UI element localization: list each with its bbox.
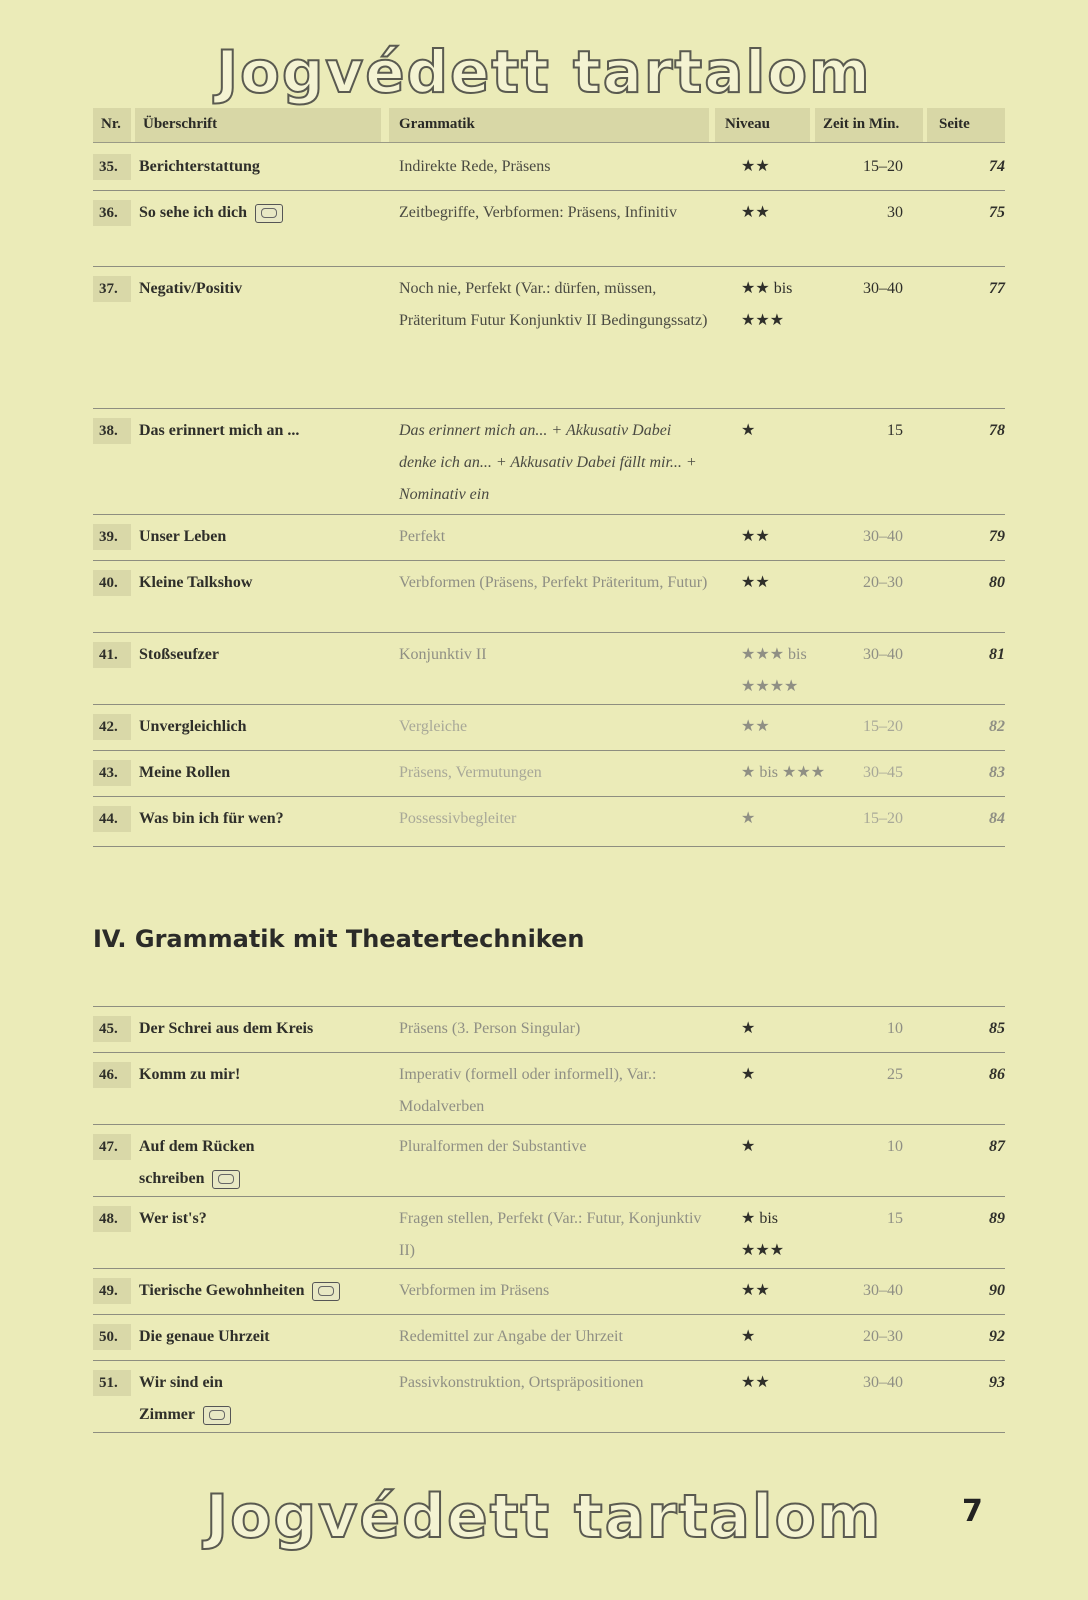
table-row bbox=[93, 192, 1005, 267]
row-title: Kleine Talkshow bbox=[139, 574, 253, 591]
row-grammar: Perfekt bbox=[399, 528, 446, 545]
row-page: 86 bbox=[989, 1066, 1005, 1083]
row-title: Negativ/Positiv bbox=[139, 280, 243, 297]
row-page: 78 bbox=[989, 422, 1005, 439]
table-row bbox=[93, 1316, 1005, 1361]
table-row bbox=[93, 1270, 1005, 1315]
table-top-rule bbox=[93, 1006, 1005, 1007]
row-time: 30–45 bbox=[863, 764, 903, 781]
row-time: 15 bbox=[887, 1210, 903, 1227]
row-grammar: Präsens, Vermutungen bbox=[399, 764, 542, 781]
row-grammar: Verbformen (Präsens, Perfekt Präteritum, Futur) bbox=[399, 574, 708, 591]
row-title: Tierische Gewohnheiten bbox=[139, 1275, 389, 1307]
row-time: 30–40 bbox=[863, 280, 903, 297]
table-header bbox=[93, 108, 1005, 143]
row-number: 50. bbox=[93, 1324, 131, 1350]
row-title: Die genaue Uhrzeit bbox=[139, 1328, 270, 1345]
row-grammar: Das erinnert mich an... + Akkusativ Dabei denke ich an... + Akkusativ Dabei fällt mir... + Nominativ ein bbox=[399, 422, 697, 503]
row-time: 30 bbox=[887, 204, 903, 221]
row-time: 20–30 bbox=[863, 574, 903, 591]
row-number: 45. bbox=[93, 1016, 131, 1042]
row-grammar: Passivkonstruktion, Ortspräpositionen bbox=[399, 1374, 644, 1391]
row-title: Berichterstattung bbox=[139, 158, 260, 175]
row-number: 38. bbox=[93, 418, 131, 444]
header-level: Niveau bbox=[725, 116, 770, 132]
row-time: 15–20 bbox=[863, 718, 903, 735]
row-grammar: Pluralformen der Substantive bbox=[399, 1138, 587, 1155]
row-time: 10 bbox=[887, 1138, 903, 1155]
row-level: ★★ bbox=[741, 528, 770, 545]
row-title: Meine Rollen bbox=[139, 764, 231, 781]
row-time: 15–20 bbox=[863, 158, 903, 175]
row-grammar: Konjunktiv II bbox=[399, 646, 487, 663]
row-time: 25 bbox=[887, 1066, 903, 1083]
row-number: 51. bbox=[93, 1370, 131, 1396]
row-grammar: Redemittel zur Angabe der Uhrzeit bbox=[399, 1328, 623, 1345]
row-level: ★ bbox=[741, 1138, 756, 1155]
row-title: Wir sind ein Zimmer bbox=[139, 1367, 269, 1431]
table-row bbox=[93, 634, 1005, 705]
row-number: 41. bbox=[93, 642, 131, 668]
row-page: 85 bbox=[989, 1020, 1005, 1037]
row-title: Was bin ich für wen? bbox=[139, 810, 284, 827]
row-page: 87 bbox=[989, 1138, 1005, 1155]
row-time: 30–40 bbox=[863, 528, 903, 545]
row-number: 39. bbox=[93, 524, 131, 550]
row-title: So sehe ich dich bbox=[139, 197, 389, 229]
table-row bbox=[93, 706, 1005, 751]
row-number: 46. bbox=[93, 1062, 131, 1088]
row-level: ★★ bbox=[741, 204, 770, 221]
row-number: 49. bbox=[93, 1278, 131, 1304]
media-icon bbox=[212, 1170, 240, 1189]
row-number: 48. bbox=[93, 1206, 131, 1232]
row-title: Komm zu mir! bbox=[139, 1066, 241, 1083]
row-page: 89 bbox=[989, 1210, 1005, 1227]
row-page: 93 bbox=[989, 1374, 1005, 1391]
row-number: 35. bbox=[93, 154, 131, 180]
row-page: 92 bbox=[989, 1328, 1005, 1345]
row-level: ★★ bbox=[741, 574, 770, 591]
row-grammar: Präsens (3. Person Singular) bbox=[399, 1020, 581, 1037]
table-row bbox=[93, 798, 1005, 847]
row-page: 74 bbox=[989, 158, 1005, 175]
section-heading: IV. Grammatik mit Theatertechniken bbox=[93, 925, 585, 953]
table-row bbox=[93, 410, 1005, 515]
row-level: ★ bis ★★★ bbox=[741, 1210, 785, 1259]
table-row bbox=[93, 268, 1005, 409]
row-page: 83 bbox=[989, 764, 1005, 781]
row-level: ★ bbox=[741, 422, 756, 439]
row-grammar: Imperativ (formell oder informell), Var.: Modalverben bbox=[399, 1066, 657, 1115]
table-row bbox=[93, 516, 1005, 561]
row-number: 36. bbox=[93, 200, 131, 226]
row-grammar: Noch nie, Perfekt (Var.: dürfen, müssen, Präteritum Futur Konjunktiv II Bedingungssatz) bbox=[399, 280, 708, 329]
row-time: 20–30 bbox=[863, 1328, 903, 1345]
row-time: 30–40 bbox=[863, 1282, 903, 1299]
header-title: Überschrift bbox=[143, 116, 218, 132]
row-level: ★★ bis ★★★ bbox=[741, 280, 793, 329]
row-number: 47. bbox=[93, 1134, 131, 1160]
row-number: 40. bbox=[93, 570, 131, 596]
row-title: Das erinnert mich an ... bbox=[139, 422, 300, 439]
row-page: 80 bbox=[989, 574, 1005, 591]
row-grammar: Indirekte Rede, Präsens bbox=[399, 158, 551, 175]
row-grammar: Fragen stellen, Perfekt (Var.: Futur, Konjunktiv II) bbox=[399, 1210, 702, 1259]
row-page: 79 bbox=[989, 528, 1005, 545]
row-level: ★ bbox=[741, 1328, 756, 1345]
row-grammar: Verbformen im Präsens bbox=[399, 1282, 550, 1299]
row-page: 90 bbox=[989, 1282, 1005, 1299]
media-icon bbox=[312, 1282, 340, 1301]
header-page: Seite bbox=[939, 116, 970, 132]
row-title: Der Schrei aus dem Kreis bbox=[139, 1020, 314, 1037]
row-grammar: Zeitbegriffe, Verbformen: Präsens, Infinitiv bbox=[399, 204, 677, 221]
row-level: ★★ bbox=[741, 1282, 770, 1299]
row-page: 81 bbox=[989, 646, 1005, 663]
table-row bbox=[93, 1126, 1005, 1197]
row-level: ★★★ bis ★★★★ bbox=[741, 646, 807, 695]
row-level: ★ bbox=[741, 1066, 756, 1083]
row-number: 44. bbox=[93, 806, 131, 832]
row-title: Auf dem Rücken schreiben bbox=[139, 1138, 255, 1187]
row-title: Stoßseufzer bbox=[139, 646, 219, 663]
row-title: Unvergleichlich bbox=[139, 718, 247, 735]
header-time: Zeit in Min. bbox=[823, 116, 900, 132]
page-number: 7 bbox=[962, 1494, 983, 1529]
row-time: 15–20 bbox=[863, 810, 903, 827]
row-page: 75 bbox=[989, 204, 1005, 221]
table-row bbox=[93, 1054, 1005, 1125]
row-number: 43. bbox=[93, 760, 131, 786]
row-level: ★ bis ★★★ bbox=[741, 764, 826, 781]
row-page: 84 bbox=[989, 810, 1005, 827]
media-icon bbox=[255, 204, 283, 223]
row-level: ★ bbox=[741, 810, 756, 827]
table-row bbox=[93, 1008, 1005, 1053]
row-grammar: Possessivbegleiter bbox=[399, 810, 517, 827]
row-number: 37. bbox=[93, 276, 131, 302]
row-level: ★★ bbox=[741, 1374, 770, 1391]
row-time: 30–40 bbox=[863, 646, 903, 663]
row-page: 77 bbox=[989, 280, 1005, 297]
table-row bbox=[93, 562, 1005, 633]
table-row bbox=[93, 146, 1005, 191]
row-grammar: Vergleiche bbox=[399, 718, 468, 735]
row-title: Wer ist's? bbox=[139, 1210, 207, 1227]
table-row bbox=[93, 1198, 1005, 1269]
header-grammar: Grammatik bbox=[399, 116, 475, 132]
row-level: ★ bbox=[741, 1020, 756, 1037]
table-row bbox=[93, 1362, 1005, 1433]
row-time: 15 bbox=[887, 422, 903, 439]
watermark-top: Jogvédett tartalom bbox=[216, 38, 872, 106]
table-row bbox=[93, 752, 1005, 797]
row-level: ★★ bbox=[741, 158, 770, 175]
watermark-bottom: Jogvédett tartalom bbox=[205, 1482, 883, 1552]
row-title: Unser Leben bbox=[139, 528, 227, 545]
row-time: 10 bbox=[887, 1020, 903, 1037]
row-page: 82 bbox=[989, 718, 1005, 735]
row-level: ★★ bbox=[741, 718, 770, 735]
row-number: 42. bbox=[93, 714, 131, 740]
row-time: 30–40 bbox=[863, 1374, 903, 1391]
header-nr: Nr. bbox=[101, 116, 121, 132]
media-icon bbox=[203, 1406, 231, 1425]
